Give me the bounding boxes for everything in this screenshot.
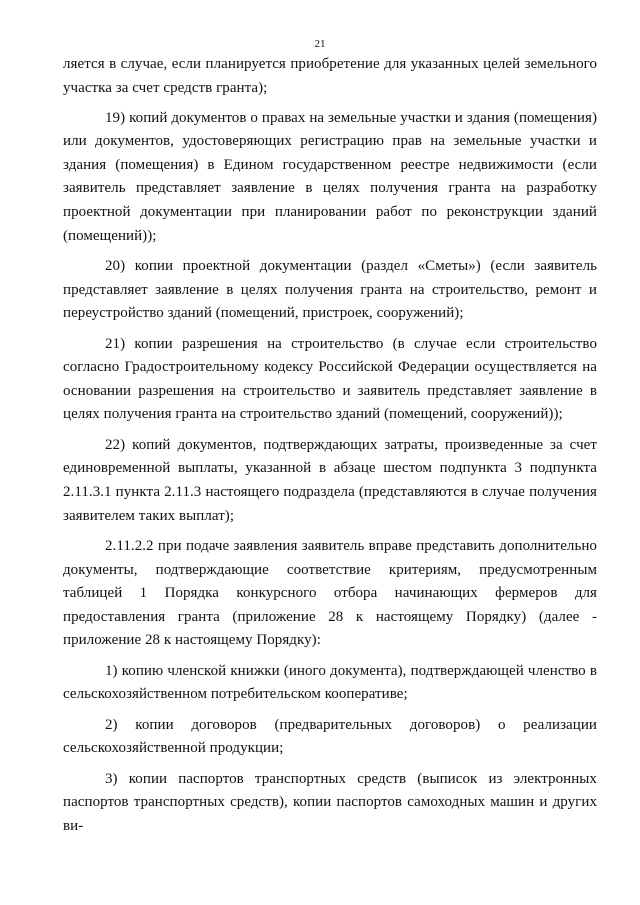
paragraph-item-21: 21) копии разрешения на строительство (в случае если строительство согласно Градостроительному кодексу Российской Федерации осуществляется на основании разрешения на строительство и заявитель представляет заявление в целях получения гранта на строительство зданий (помещений, сооружений)); — [63, 335, 597, 423]
paragraph-2-11-2-2: 2.11.2.2 при подаче заявления заявитель вправе представить дополнительно документы, подтверждающие соответствие критериям, предусмотренным таблицей 1 Порядка конкурсного отбора начинающих фермеров для предоставления гранта (приложение 28 к настоящему Порядку) (далее - приложение 28 к настоящему Порядку): — [63, 537, 597, 649]
paragraph-item-19: 19) копий документов о правах на земельные участки и здания (помещения) или документов, удостоверяющих регистрацию прав на земельные участки и здания (помещения) в Едином государственном реестре недвижимости (если заявитель представляет заявление в целях получения гранта на разработку проектной документации при планировании работ по реконструкции зданий (помещений)); — [63, 109, 597, 244]
document-body — [63, 53, 597, 845]
paragraph-list-item-3: 3) копии паспортов транспортных средств (выписок из электронных паспортов транспортных средств), копии паспортов самоходных машин и других ви- — [63, 770, 597, 834]
page-number: 21 — [314, 38, 326, 50]
paragraph-list-item-1: 1) копию членской книжки (иного документа), подтверждающей членство в сельскохозяйственном потребительском кооперативе; — [63, 662, 597, 703]
paragraph-item-22: 22) копий документов, подтверждающих затраты, произведенные за счет единовременной выплаты, указанной в абзаце шестом подпункта 3 подпункта 2.11.3.1 пункта 2.11.3 настоящего подраздела (представляются в случае получения заявителем таких выплат); — [63, 436, 597, 524]
paragraph-list-item-2: 2) копии договоров (предварительных договоров) о реализации сельскохозяйственной продукции; — [63, 716, 597, 757]
paragraph-continuation: ляется в случае, если планируется приобретение для указанных целей земельного участка за счет средств гранта); — [63, 56, 597, 96]
paragraph-item-20: 20) копии проектной документации (раздел «Сметы») (если заявитель представляет заявление в целях получения гранта на строительство, ремонт и переустройство зданий (помещений, пристроек, сооружений); — [63, 258, 597, 322]
